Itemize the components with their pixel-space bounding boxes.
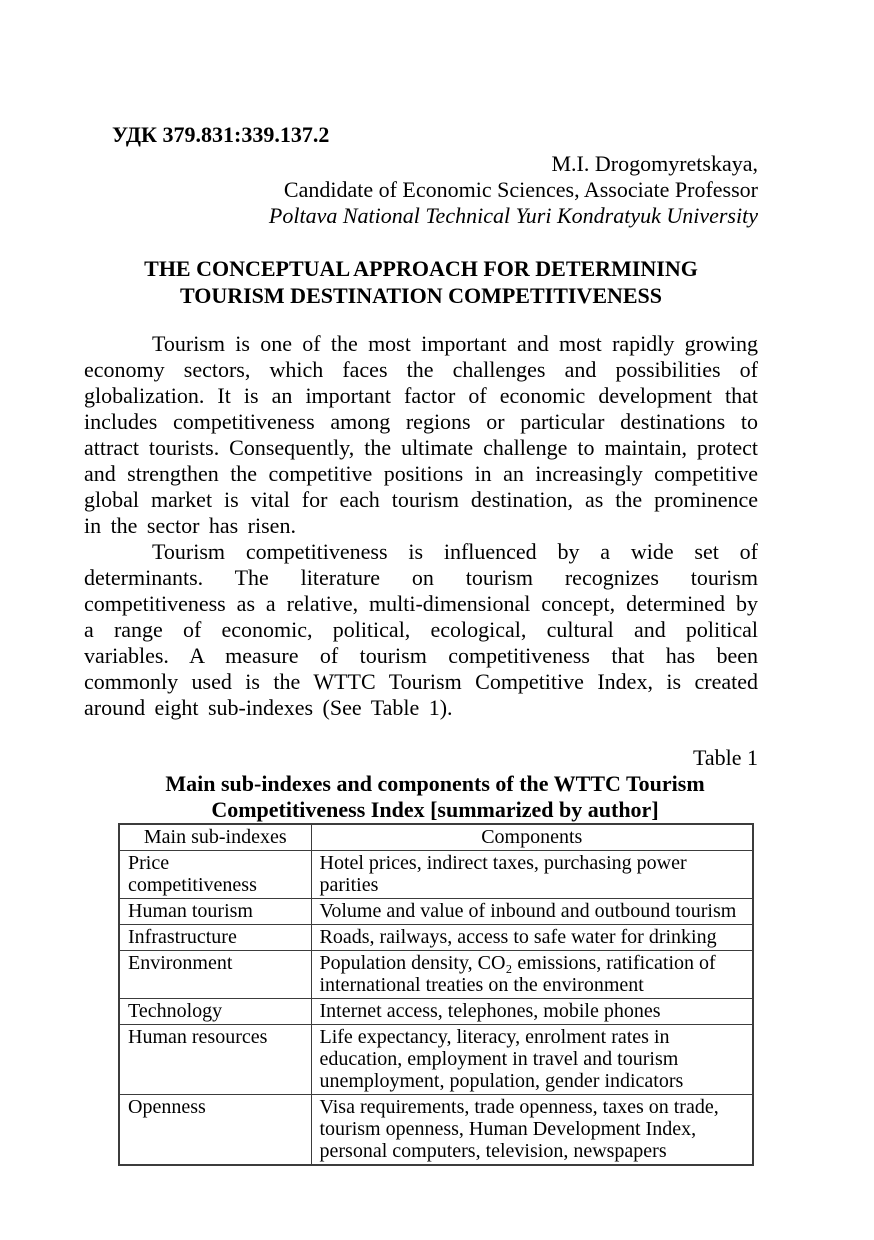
author-block [84,151,758,229]
paragraph-competitiveness: Tourism competitiveness is influenced by a wide set of determinants. The literature on tourism recognizes tourism competitiveness as a relative, multi-dimensional concept, determined by a range of economic, political, ecological, cultural and political variables. A measure of tourism competitiveness that has been commonly used is the WTTC Tourism Competitive Index, is created around eight sub-indexes (See Table 1). [84,539,758,720]
components-cell: Roads, railways, access to safe water for drinking [311,925,753,951]
author-affiliation: Poltava National Technical Yuri Kondratyuk University [268,203,758,228]
subindexes-table [118,823,754,1166]
paper-title-line1: THE CONCEPTUAL APPROACH FOR DETERMINING [144,256,698,281]
table-row [119,1095,753,1166]
table-row [119,951,753,999]
components-cell: Internet access, telephones, mobile phones [311,999,753,1025]
author-degree: Candidate of Economic Sciences, Associate Professor [283,177,758,202]
subindex-cell: Environment [119,951,311,999]
table-row [119,925,753,951]
table-label: Table 1 [692,745,758,770]
table-caption: Main sub-indexes and components of the WTTC Tourism Competitiveness Index [summarized by author] [165,771,705,822]
author-name: M.I. Drogomyretskaya, [551,151,758,176]
components-cell: Visa requirements, trade openness, taxes on trade, tourism openness, Human Development Index, personal computers, television, newspapers [311,1095,753,1166]
table-header-row [119,824,753,851]
paragraph-intro: Tourism is one of the most important and most rapidly growing economy sectors, which faces the challenges and possibilities of globalization. It is an important factor of economic development that includes competitiveness among regions or particular destinations to attract tourists. Consequently, the ultimate challenge to maintain, protect and strengthen the competitive positions in an increasingly competitive global market is vital for each tourism destination, as the prominence in the sector has risen. [84,331,758,538]
table-row [119,1025,753,1095]
subindex-cell: Price competitiveness [119,851,311,899]
subindex-cell: Infrastructure [119,925,311,951]
subindex-cell: Technology [119,999,311,1025]
components-cell: Population density, CO₂ emissions, ratification of international treaties on the environment [311,951,753,999]
subindex-cell: Human resources [119,1025,311,1095]
body-text [84,331,758,721]
paper-title-line2: TOURISM DESTINATION COMPETITIVENESS [179,283,663,308]
udc-code: УДК 379.831:339.137.2 [112,122,330,147]
subindex-cell: Openness [119,1095,311,1166]
table-row [119,851,753,899]
table-body [119,851,753,1166]
paper-title [84,255,758,309]
subindex-cell: Human tourism [119,899,311,925]
table-row [119,999,753,1025]
header-main-subindexes: Main sub-indexes [119,824,311,851]
table-row [119,899,753,925]
components-cell: Hotel prices, indirect taxes, purchasing power parities [311,851,753,899]
components-cell: Volume and value of inbound and outbound tourism [311,899,753,925]
components-cell: Life expectancy, literacy, enrolment rates in education, employment in travel and tourism unemployment, population, gender indicators [311,1025,753,1095]
header-components: Components [311,824,753,851]
